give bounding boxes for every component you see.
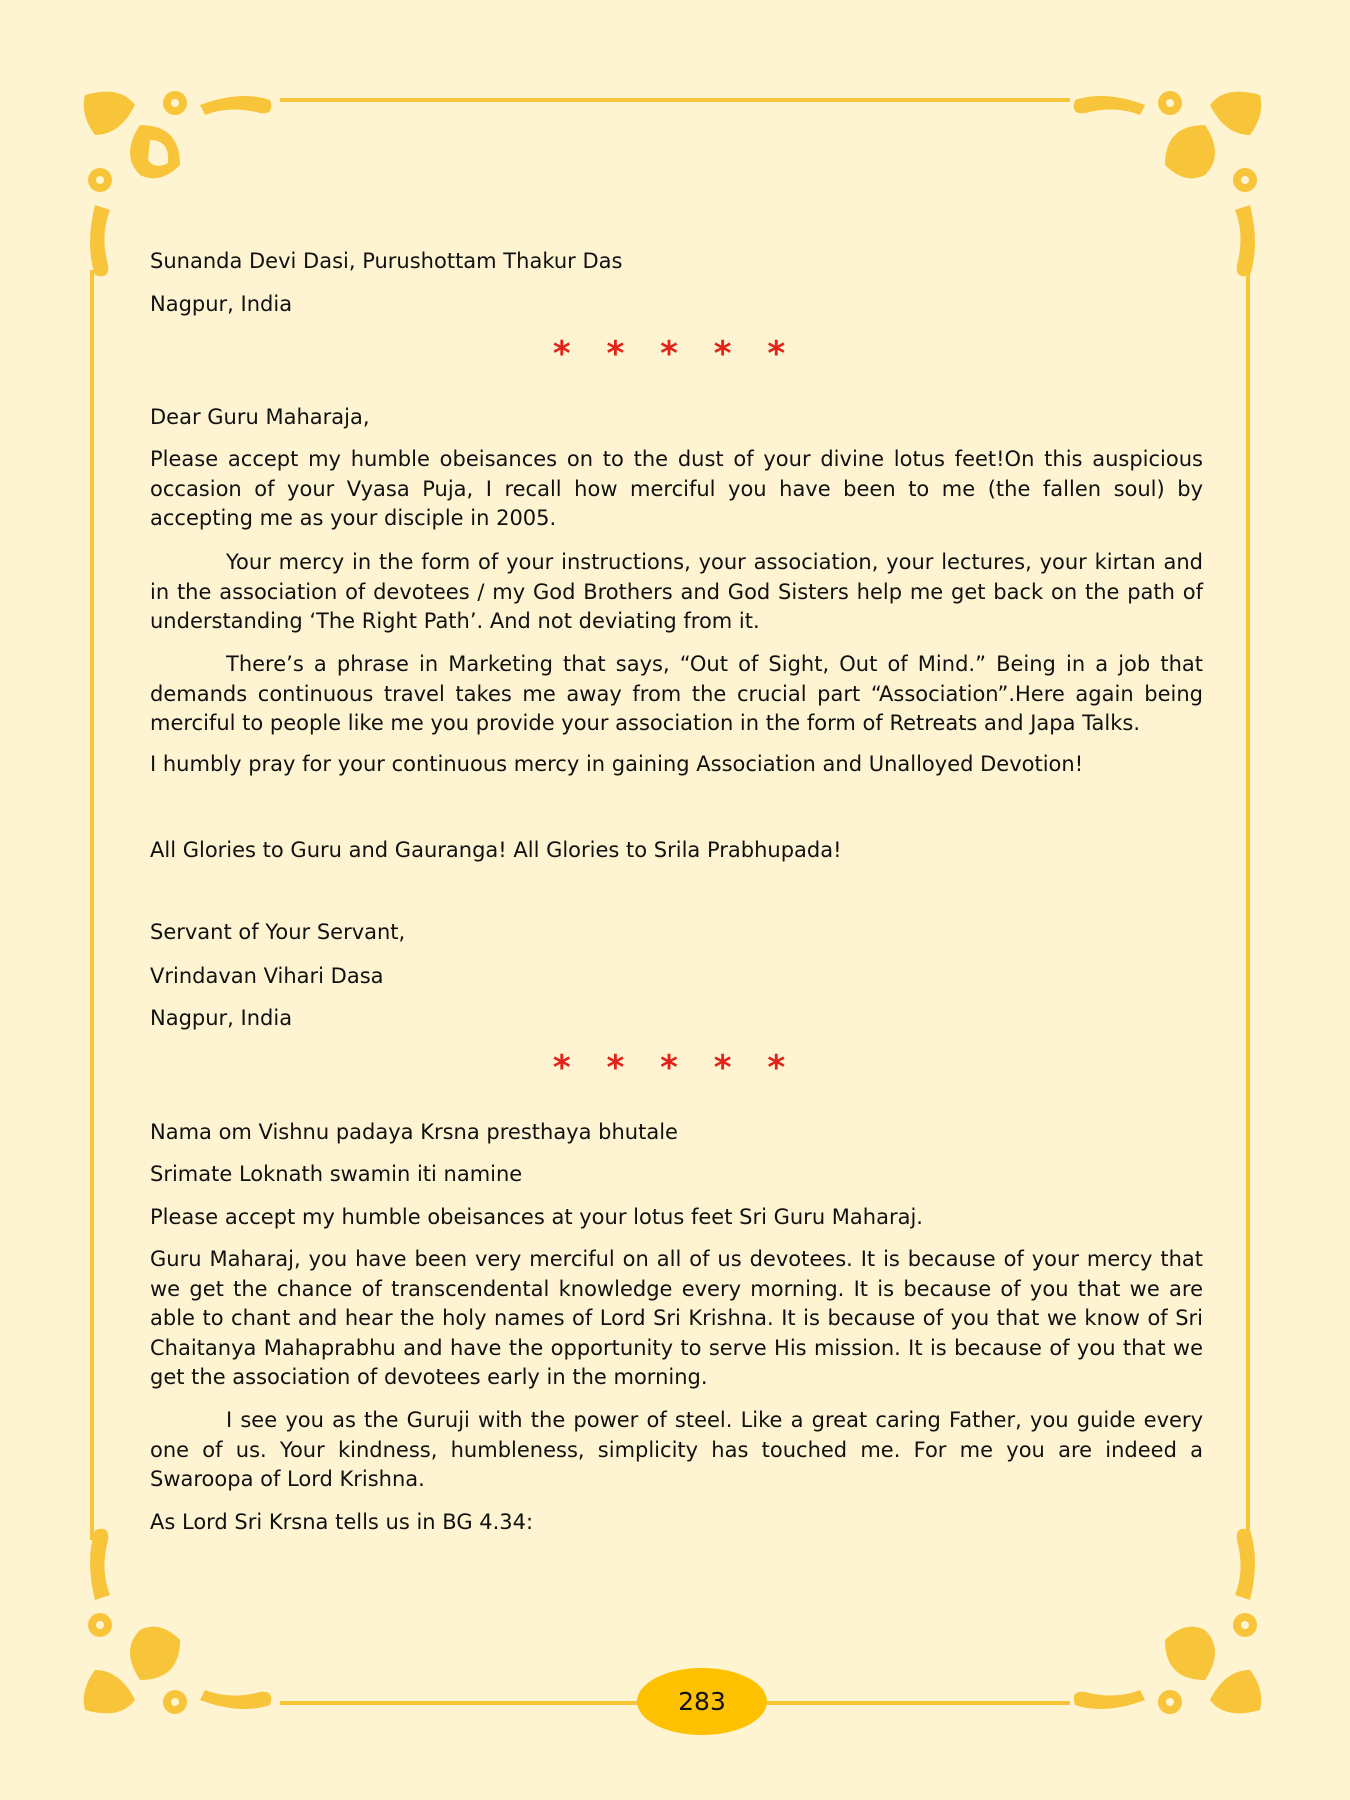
page-number: 283 xyxy=(637,1668,767,1735)
verse-line: Nama om Vishnu padaya Krsna presthaya bhutale xyxy=(150,1120,678,1144)
ornament-bottom-left-icon xyxy=(80,1520,280,1720)
paragraph: I see you as the Guruji with the power of steel. Like a great caring Father, you guide every one of us. Your kindness, humbleness, simplicity has touched me. For me you are indeed a Swaroopa of Lord Krishna. xyxy=(150,1408,1203,1491)
border-top xyxy=(280,98,1070,102)
border-bottom-right xyxy=(765,1701,1070,1705)
paragraph: Guru Maharaj, you have been very merciful on all of us devotees. It is because of your mercy that we get the chance of transcendental knowledge every morning. It is because of you that we are able to chant and hear the holy names of Lord Sri Krishna. It is because of you that we know of Sri Chaitanya Mahaprabhu and have the opportunity to serve His mission. It is because of you that we get the association of devotees early in the morning. xyxy=(150,1247,1203,1389)
border-right xyxy=(1246,270,1250,1540)
glories: All Glories to Guru and Gauranga! All Glories to Srila Prabhupada! xyxy=(150,838,842,862)
ornament-bottom-right-icon xyxy=(1065,1520,1265,1720)
paragraph: There’s a phrase in Marketing that says, “Out of Sight, Out of Mind.” Being in a job that demands continuous travel takes me away from the crucial part “Association”.Here again being merciful to people like me you provide your association in the form of Retreats and Japa Talks. xyxy=(150,652,1203,735)
signature-place: Nagpur, India xyxy=(150,1006,293,1030)
separator-stars: * * * * * xyxy=(552,334,798,374)
paragraph: As Lord Sri Krsna tells us in BG 4.34: xyxy=(150,1510,534,1534)
author-names: Sunanda Devi Dasi, Purushottam Thakur Das xyxy=(150,249,623,273)
paragraph: Please accept my humble obeisances on to the dust of your divine lotus feet!On this auspicious occasion of your Vyasa Puja, I recall how merciful you have been to me (the fallen soul) by accepting me as your disciple in 2005. xyxy=(150,447,1203,530)
paragraph: I humbly pray for your continuous mercy in gaining Association and Unalloyed Devotion! xyxy=(150,752,1084,776)
paragraph: Please accept my humble obeisances at your lotus feet Sri Guru Maharaj. xyxy=(150,1205,923,1229)
border-left xyxy=(90,270,94,1540)
closing: Servant of Your Servant, xyxy=(150,920,406,944)
separator-stars: * * * * * xyxy=(552,1048,798,1088)
signature-name: Vrindavan Vihari Dasa xyxy=(150,964,384,988)
verse-line: Srimate Loknath swamin iti namine xyxy=(150,1162,523,1186)
author-place: Nagpur, India xyxy=(150,292,293,316)
salutation: Dear Guru Maharaja, xyxy=(150,405,370,429)
paragraph: Your mercy in the form of your instructions, your association, your lectures, your kirtan and in the association of devotees / my God Brothers and God Sisters help me get back on the path of understanding ‘The Right Path’. And not deviating from it. xyxy=(150,550,1203,633)
border-bottom-left xyxy=(280,1701,640,1705)
